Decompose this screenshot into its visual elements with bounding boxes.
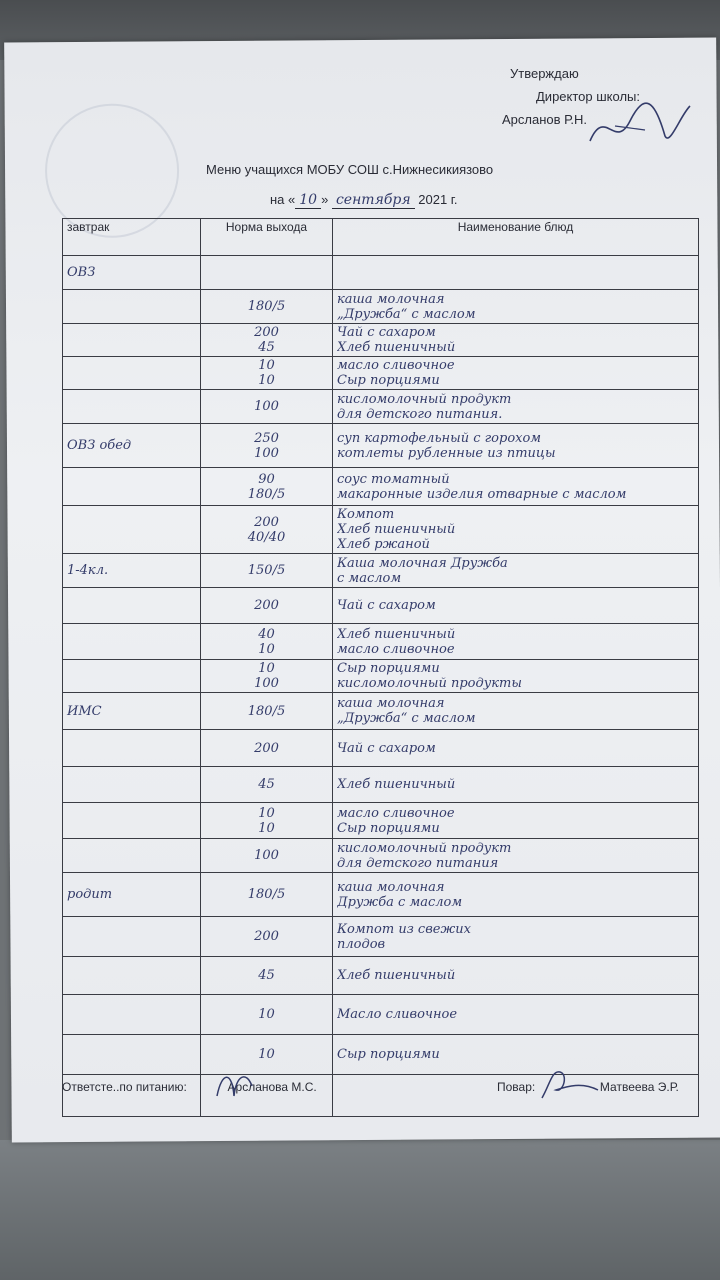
dish-name: макаронные изделия отварные с маслом (337, 486, 627, 502)
row-group (63, 957, 201, 995)
menu-row (63, 693, 699, 730)
row-group (63, 506, 201, 554)
row-group (63, 995, 201, 1035)
row-dish (333, 468, 699, 506)
dish-name: Сыр порциями (337, 1047, 440, 1062)
dish-name: кисломолочный продукты (337, 676, 522, 691)
dish-name: соус томатный (337, 471, 450, 487)
dish-name: Каша молочная Дружба (337, 555, 508, 571)
dish-name: Хлеб ржаной (337, 537, 430, 552)
row-dish (333, 660, 699, 693)
row-dish (333, 693, 699, 730)
row-group (63, 767, 201, 803)
menu-row (63, 995, 699, 1035)
dish-name: масло сливочное (337, 641, 455, 657)
responsible-name: Арсланова М.С. (227, 1080, 317, 1094)
cook-name: Матвеева Э.Р. (599, 1080, 679, 1094)
background-table-surface (0, 1140, 720, 1280)
norm-value: 180/5 (247, 486, 286, 502)
norm-value: 45 (258, 340, 275, 355)
norm-value: 200 (254, 325, 279, 340)
menu-row (63, 873, 699, 917)
cook-label: Повар: (497, 1080, 536, 1094)
dish-name: Компот (337, 507, 395, 522)
norm-value: 40/40 (247, 529, 286, 545)
footer-responsible (62, 1080, 317, 1094)
dish-name: Компот из свежих (337, 921, 471, 937)
row-norm (201, 917, 333, 957)
row-norm (201, 588, 333, 624)
menu-row (63, 767, 699, 803)
row-norm (201, 693, 333, 730)
row-norm (201, 957, 333, 995)
menu-row (63, 324, 699, 357)
dish-name: с маслом (337, 570, 402, 586)
row-group (63, 1035, 201, 1075)
row-dish (333, 995, 699, 1035)
row-group (63, 290, 201, 324)
director-role: Директор школы: (536, 89, 640, 104)
norm-value: 40 (258, 626, 275, 642)
dish-name: Хлеб пшеничный (337, 522, 456, 537)
row-norm (201, 624, 333, 660)
row-group (63, 468, 201, 506)
menu-row (63, 424, 699, 468)
row-norm (201, 256, 333, 290)
menu-row (63, 1035, 699, 1075)
row-group (63, 660, 201, 693)
row-dish (333, 624, 699, 660)
row-group: родит (63, 873, 201, 917)
norm-value: 200 (254, 740, 279, 756)
row-group (63, 624, 201, 660)
row-group: ОВЗ обед (63, 424, 201, 468)
row-dish (333, 957, 699, 995)
dish-name: каша молочная (337, 291, 445, 307)
dish-name: Чай с сахаром (337, 598, 436, 613)
row-dish (333, 917, 699, 957)
document-title: Меню учащихся МОБУ СОШ с.Нижнесикиязово (206, 162, 494, 177)
dish-name: „Дружба“ с маслом (337, 306, 476, 322)
date-month: сентября (332, 192, 415, 209)
row-dish (333, 1035, 699, 1075)
row-norm (201, 554, 333, 588)
menu-row (63, 588, 699, 624)
menu-row (63, 624, 699, 660)
norm-value: 250 (254, 430, 279, 446)
row-norm (201, 803, 333, 839)
row-dish (333, 588, 699, 624)
row-norm (201, 290, 333, 324)
menu-row (63, 957, 699, 995)
norm-value: 10 (258, 1007, 275, 1022)
norm-value: 180/5 (247, 299, 286, 314)
menu-row (63, 468, 699, 506)
date-year: 2021 г. (418, 192, 458, 207)
director-signature (585, 96, 695, 156)
dish-name: для детского питания (337, 855, 499, 871)
norm-value: 10 (258, 641, 275, 657)
row-dish (333, 873, 699, 917)
norm-value: 90 (258, 471, 275, 487)
header-portion-norm: Норма выхода (201, 219, 333, 256)
menu-row (63, 506, 699, 554)
dish-name: Сыр порциями (337, 373, 440, 388)
norm-value: 10 (258, 661, 275, 676)
row-group (63, 730, 201, 767)
menu-row (63, 839, 699, 873)
row-dish (333, 554, 699, 588)
menu-row (63, 917, 699, 957)
header-breakfast: завтрак (63, 219, 201, 256)
norm-value: 200 (254, 598, 279, 613)
row-dish (333, 390, 699, 424)
menu-row (63, 390, 699, 424)
norm-value: 100 (254, 445, 279, 461)
dish-name: для детского питания. (337, 406, 503, 422)
row-norm (201, 767, 333, 803)
row-dish (333, 506, 699, 554)
cook-signature (538, 1064, 602, 1104)
row-dish (333, 324, 699, 357)
norm-value: 45 (258, 968, 275, 983)
row-norm (201, 506, 333, 554)
dish-name: каша молочная (337, 696, 445, 711)
dish-name: Хлеб пшеничный (337, 777, 456, 792)
dish-name: Сыр порциями (337, 661, 440, 676)
dish-name: масло сливочное (337, 358, 455, 373)
norm-value: 150/5 (247, 563, 286, 578)
header-dish-name: Наименование блюд (333, 219, 699, 256)
menu-row (63, 554, 699, 588)
row-group: ИМС (63, 693, 201, 730)
menu-row (63, 730, 699, 767)
norm-value: 10 (258, 358, 275, 373)
row-dish (333, 767, 699, 803)
dish-name: кисломолочный продукт (337, 840, 512, 856)
norm-value: 45 (258, 777, 275, 792)
row-norm (201, 995, 333, 1035)
norm-value: 180/5 (247, 703, 286, 719)
norm-value: 10 (258, 1047, 275, 1062)
norm-value: 100 (254, 399, 279, 414)
norm-value: 10 (258, 820, 275, 836)
menu-row (63, 660, 699, 693)
date-mid: » (321, 192, 329, 207)
dish-name: Чай с сахаром (337, 740, 436, 756)
norm-value: 10 (258, 805, 275, 821)
dish-name: Дружба с маслом (337, 894, 463, 910)
row-dish (333, 357, 699, 390)
norm-value: 10 (258, 373, 275, 388)
row-group (63, 357, 201, 390)
row-group (63, 839, 201, 873)
responsible-label: Ответсте..по питанию: (62, 1080, 187, 1094)
dish-name: масло сливочное (337, 805, 455, 821)
row-dish (333, 256, 699, 290)
norm-value: 180/5 (247, 887, 286, 902)
norm-value: 200 (254, 514, 279, 530)
dish-name: Хлеб пшеничный (337, 626, 456, 642)
dish-name: каша молочная (337, 879, 445, 895)
dish-name: кисломолочный продукт (337, 391, 512, 407)
dish-name: Хлеб пшеничный (337, 968, 456, 983)
date-day: 10 (295, 192, 321, 209)
row-norm (201, 357, 333, 390)
row-norm (201, 873, 333, 917)
menu-row (63, 256, 699, 290)
menu-row (63, 290, 699, 324)
row-group (63, 803, 201, 839)
row-group (63, 917, 201, 957)
row-group: 1-4кл. (63, 554, 201, 588)
row-dish (333, 839, 699, 873)
row-dish (333, 424, 699, 468)
responsible-signature (212, 1066, 258, 1106)
norm-value: 100 (254, 848, 279, 863)
row-norm (201, 839, 333, 873)
dish-name: Хлеб пшеничный (337, 340, 456, 355)
menu-table (62, 218, 699, 1117)
dish-name: Масло сливочное (337, 1007, 458, 1022)
row-dish (333, 803, 699, 839)
date-prefix: на « (270, 192, 296, 207)
row-norm (201, 390, 333, 424)
approve-label: Утверждаю (510, 66, 579, 81)
row-group (63, 324, 201, 357)
row-norm (201, 424, 333, 468)
director-name: Арсланов Р.Н. (502, 112, 587, 127)
date-line (270, 192, 458, 208)
row-norm (201, 468, 333, 506)
row-dish (333, 730, 699, 767)
row-group (63, 390, 201, 424)
menu-table-header (63, 219, 699, 256)
dish-name: Чай с сахаром (337, 325, 436, 340)
norm-value: 200 (254, 929, 279, 944)
menu-row (63, 357, 699, 390)
row-norm (201, 324, 333, 357)
dish-name: котлеты рубленные из птицы (337, 445, 556, 461)
dish-name: „Дружба“ с маслом (337, 711, 476, 726)
dish-name: суп картофельный с горохом (337, 430, 542, 446)
row-group (63, 588, 201, 624)
row-norm (201, 660, 333, 693)
row-group: ОВЗ (63, 256, 201, 290)
dish-name: плодов (337, 936, 386, 952)
row-dish (333, 290, 699, 324)
row-norm (201, 730, 333, 767)
norm-value: 100 (254, 676, 279, 691)
menu-row (63, 803, 699, 839)
dish-name: Сыр порциями (337, 820, 440, 836)
